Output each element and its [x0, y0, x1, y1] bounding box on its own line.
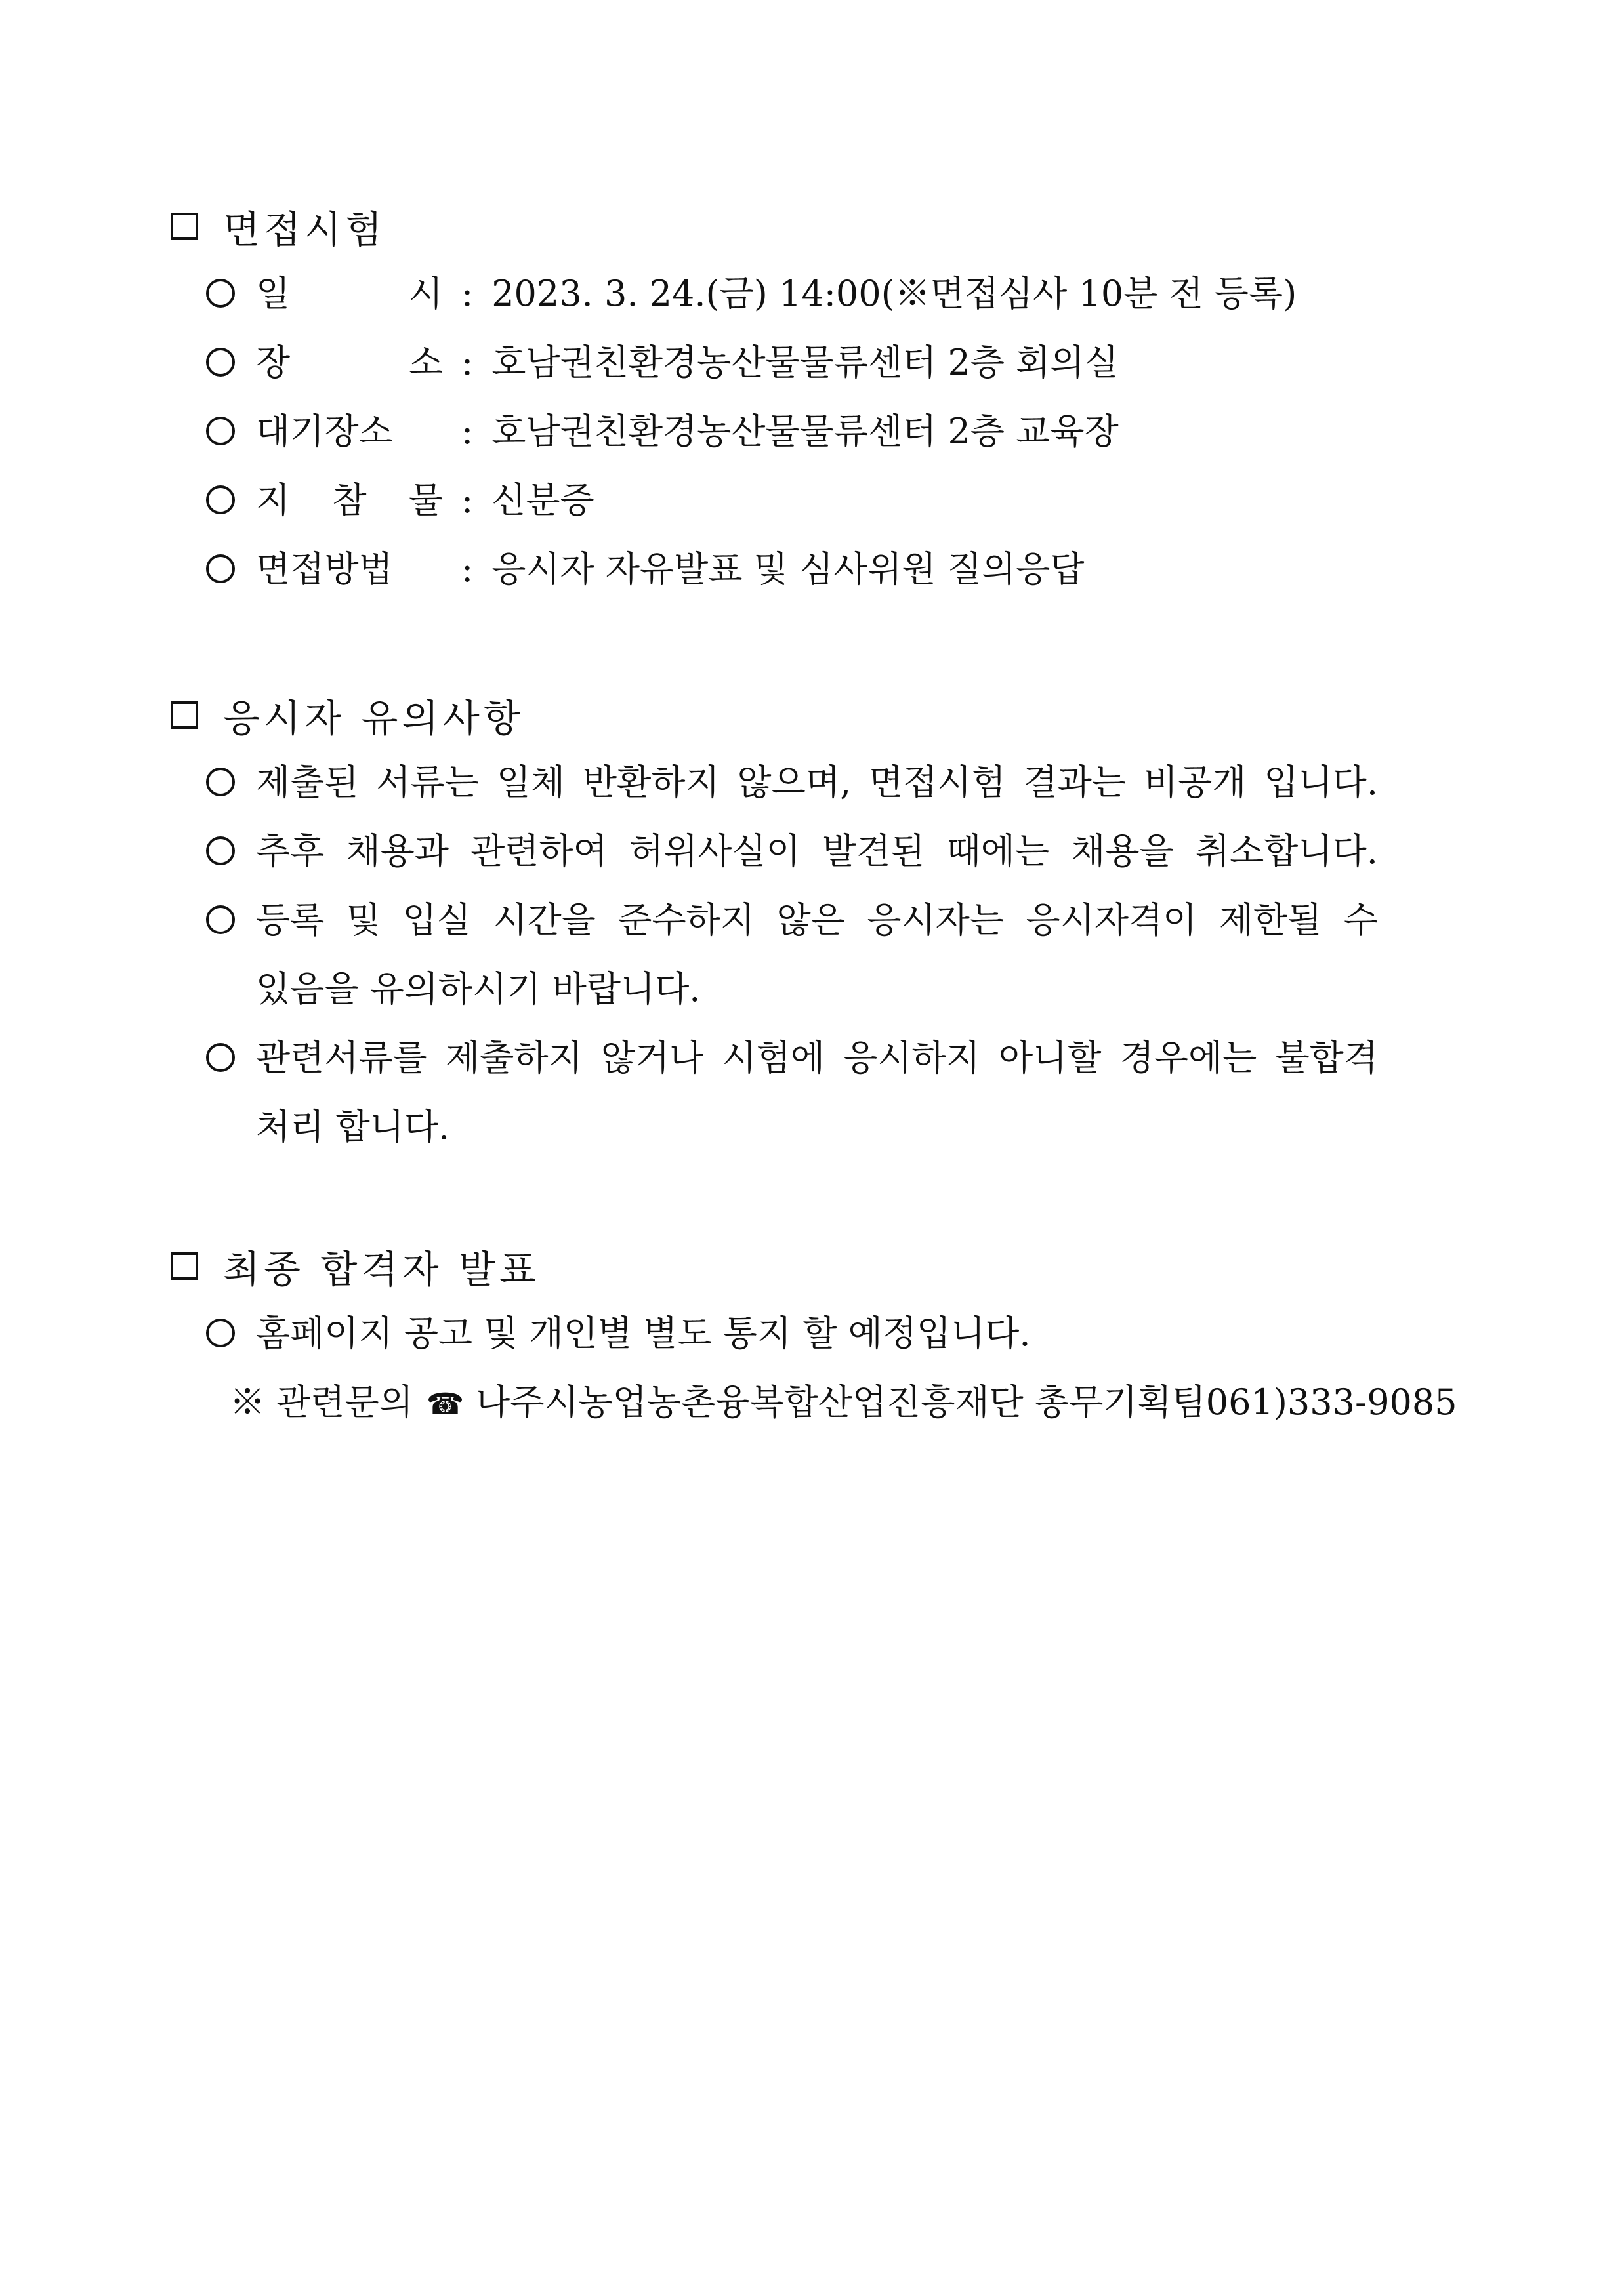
notice-line: 등록 및 입실 시간을 준수하지 않은 응시자는 응시자격이 제한될 수 — [256, 899, 1378, 941]
notice-line: 제출된 서류는 일체 반환하지 않으며, 면접시험 결과는 비공개 입니다. — [256, 762, 1378, 803]
interview-section — [171, 194, 1417, 604]
notice-item — [171, 748, 1503, 817]
interview-item-method — [171, 535, 1417, 604]
circle-bullet-icon — [206, 768, 235, 796]
circle-bullet-icon — [206, 279, 235, 308]
circle-bullet-icon — [206, 348, 235, 377]
item-label: 대기장소 — [256, 411, 393, 452]
section-heading — [171, 1233, 1417, 1299]
circle-bullet-icon — [206, 554, 235, 583]
colon: : — [461, 273, 474, 314]
notice-item — [171, 1023, 1503, 1161]
section-heading — [171, 682, 1417, 748]
contact-text: 나주시농업농촌융복합산업진흥재단 총무기획팀061)333-9085 — [476, 1382, 1457, 1423]
item-label: 일 시 — [256, 273, 443, 314]
notice-heading: 응시자 유의사항 — [223, 696, 524, 741]
circle-bullet-icon — [206, 1319, 235, 1347]
announcement-section — [171, 1233, 1457, 1439]
item-label: 장 소 — [256, 342, 443, 383]
note-prefix: ※ 관련문의 — [230, 1382, 413, 1423]
interview-item-datetime — [171, 259, 1417, 328]
square-bullet-icon — [171, 701, 198, 729]
circle-bullet-icon — [206, 417, 235, 445]
interview-item-place — [171, 328, 1417, 397]
interview-item-items-to-bring — [171, 466, 1417, 535]
colon: : — [461, 480, 474, 521]
item-label: 면접방법 — [256, 548, 393, 590]
notice-item — [171, 817, 1503, 886]
announcement-heading: 최종 합격자 발표 — [223, 1247, 541, 1292]
circle-bullet-icon — [206, 905, 235, 934]
interview-item-waiting-place — [171, 397, 1417, 466]
item-label: 지 참 물 — [256, 480, 443, 521]
contact-note — [171, 1368, 1457, 1439]
notice-item — [171, 886, 1503, 1023]
item-value: 2023. 3. 24.(금) 14:00(※면접심사 10분 전 등록) — [491, 273, 1297, 314]
notice-line: 있음을 유의하시기 바랍니다. — [256, 968, 701, 1010]
item-value: 호남권친환경농산물물류센터 2층 교육장 — [491, 411, 1119, 452]
notice-line: 관련서류를 제출하지 않거나 시험에 응시하지 아니할 경우에는 불합격 — [256, 1037, 1378, 1078]
circle-bullet-icon — [206, 485, 235, 514]
colon: : — [461, 342, 474, 383]
announcement-item — [171, 1299, 1417, 1368]
notice-section — [171, 682, 1417, 1161]
circle-bullet-icon — [206, 836, 235, 865]
item-value: 신분증 — [491, 480, 594, 521]
item-value: 호남권친환경농산물물류센터 2층 회의실 — [491, 342, 1119, 383]
colon: : — [461, 411, 474, 452]
announcement-text: 홈페이지 공고 및 개인별 별도 통지 할 예정입니다. — [256, 1313, 1031, 1354]
telephone-icon: ☎ — [426, 1386, 465, 1422]
notice-line: 처리 합니다. — [256, 1106, 450, 1147]
circle-bullet-icon — [206, 1043, 235, 1072]
item-value: 응시자 자유발표 및 심사위원 질의응답 — [491, 548, 1085, 590]
square-bullet-icon — [171, 213, 198, 240]
square-bullet-icon — [171, 1252, 198, 1280]
notice-line: 추후 채용과 관련하여 허위사실이 발견된 때에는 채용을 취소합니다. — [256, 830, 1378, 872]
interview-heading: 면접시험 — [223, 207, 386, 252]
section-heading — [171, 194, 1417, 259]
colon: : — [461, 548, 474, 590]
